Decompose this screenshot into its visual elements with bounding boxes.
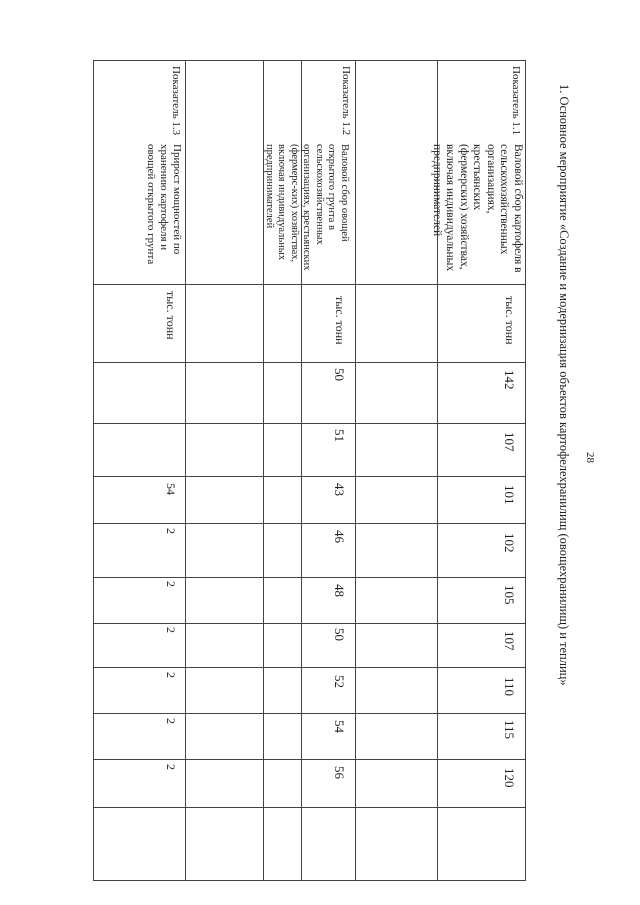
value-cell: 107 [502, 432, 517, 452]
value-cell: 50 [332, 628, 347, 641]
col-border [93, 523, 526, 524]
value-cell: 52 [332, 675, 347, 688]
value-cell: 142 [502, 370, 517, 390]
row-border [185, 60, 186, 881]
indicator-description: Валовой сбор картофеля в сельскохозяйственных организациях, крестьянских (фермерских) хозяйствах, включая индивидуальных предпринимателей [431, 144, 524, 273]
page-number: 28 [584, 452, 596, 463]
value-cell: 2 [164, 581, 178, 587]
value-cell: 2 [164, 718, 178, 724]
col-border [93, 362, 526, 363]
value-cell: 107 [502, 631, 517, 651]
value-cell: 54 [332, 720, 347, 733]
col-border [93, 423, 526, 424]
indicator-unit: тыс. тонн [164, 291, 178, 340]
value-cell: 50 [332, 368, 347, 381]
col-border [93, 577, 526, 578]
col-border [93, 284, 526, 285]
indicator-description: Валовой сбор овощей открытого грунта в сельскохозяйственных организациях, крестьянских (фермерс-ких) хозяйствах, включая индивидуальных предпринимателей [264, 144, 350, 271]
col-border [93, 759, 526, 760]
value-cell: 101 [502, 485, 517, 505]
col-border [93, 713, 526, 714]
value-cell: 56 [332, 766, 347, 779]
indicator-unit: тыс. тонн [333, 296, 347, 345]
value-cell: 51 [332, 429, 347, 442]
indicator-unit: тыс. тонн [503, 296, 517, 345]
table-border-top [93, 60, 526, 61]
value-cell: 105 [502, 585, 517, 605]
value-cell: 102 [502, 533, 517, 553]
table-border-bottom [93, 880, 526, 881]
value-cell: 110 [502, 677, 517, 697]
value-cell: 48 [332, 584, 347, 597]
value-cell: 46 [332, 530, 347, 543]
value-cell: 120 [502, 768, 517, 788]
indicator-description: Прирост мощностей по хранению картофеля и овощей открытого грунта [145, 144, 183, 265]
section-heading: 1. Основное мероприятие «Создание и модернизация объектов картофелехранилищ (овощехранилищ) и теплиц» [557, 84, 571, 686]
indicator-code: Показатель 1.3 [170, 66, 182, 136]
col-border [93, 623, 526, 624]
value-cell: 43 [332, 483, 347, 496]
value-cell: 2 [164, 627, 178, 633]
value-cell: 2 [164, 672, 178, 678]
value-cell: 115 [502, 720, 517, 740]
table-border-right [525, 60, 526, 881]
col-border [93, 807, 526, 808]
value-cell: 54 [164, 483, 178, 495]
value-cell: 2 [164, 764, 178, 770]
row-border [355, 60, 356, 881]
indicator-code: Показатель 1.2 [340, 66, 352, 136]
value-cell: 2 [164, 528, 178, 534]
table-border-left [93, 60, 94, 881]
col-border [93, 667, 526, 668]
indicator-code: Показатель 1.1 [510, 66, 522, 136]
col-border [93, 476, 526, 477]
